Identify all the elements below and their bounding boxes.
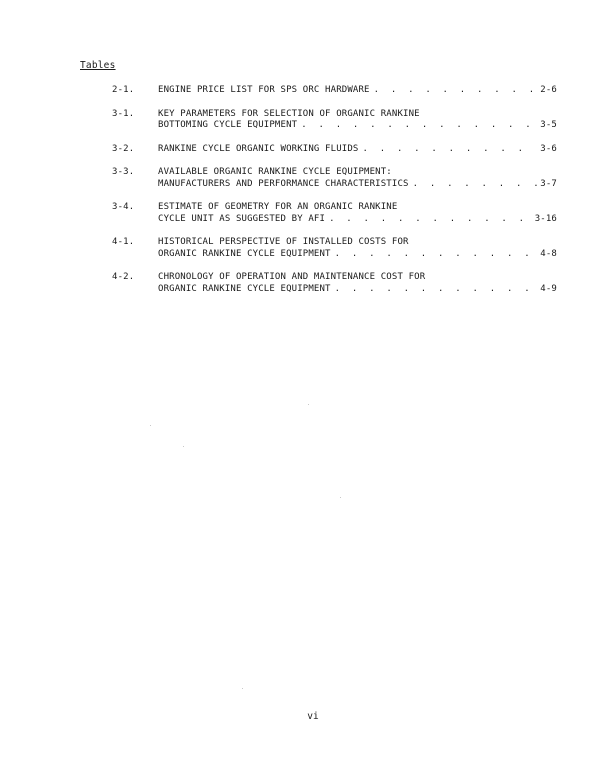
- dot-leader: [413, 179, 538, 191]
- table-title-last-line: [158, 120, 557, 132]
- table-title-line: ORGANIC RANKINE CYCLE EQUIPMENT: [158, 248, 331, 259]
- scan-speck: [308, 404, 309, 405]
- page-reference: 3-7: [540, 178, 557, 189]
- table-title-last-line: [158, 144, 557, 156]
- dot-leader: [362, 144, 537, 156]
- table-title-line: CYCLE UNIT AS SUGGESTED BY AFI: [158, 213, 326, 224]
- table-title-line: HISTORICAL PERSPECTIVE OF INSTALLED COSTS FOR: [158, 237, 409, 247]
- toc-entry: [112, 85, 557, 97]
- toc-entry: [112, 109, 557, 132]
- table-title-line: RANKINE CYCLE ORGANIC WORKING FLUIDS: [158, 143, 359, 154]
- dot-leader: [329, 214, 532, 226]
- dot-leader: [335, 249, 538, 261]
- table-number: 2-1.: [112, 85, 135, 95]
- table-title-last-line: [158, 85, 557, 97]
- table-title: [158, 167, 557, 190]
- toc-entry: [112, 144, 557, 156]
- table-title-line: ESTIMATE OF GEOMETRY FOR AN ORGANIC RANKINE: [158, 202, 398, 212]
- table-number: 3-2.: [112, 143, 135, 154]
- table-title-line: ENGINE PRICE LIST FOR SPS ORC HARDWARE: [158, 85, 370, 95]
- dot-leader: [335, 284, 538, 296]
- scan-speck: [183, 446, 184, 447]
- toc-entry: [112, 202, 557, 225]
- scan-speck: [242, 688, 243, 689]
- scan-speck: [340, 497, 341, 498]
- table-title: [158, 144, 557, 156]
- toc-entry: [112, 167, 557, 190]
- table-title-line: ORGANIC RANKINE CYCLE EQUIPMENT: [158, 283, 331, 294]
- table-title-line: MANUFACTURERS AND PERFORMANCE CHARACTERISTICS: [158, 178, 409, 189]
- page-reference: 4-8: [540, 248, 557, 259]
- table-title: [158, 85, 557, 97]
- table-title-last-line: [158, 249, 557, 261]
- table-title: [158, 237, 557, 260]
- table-title: [158, 272, 557, 295]
- table-title-line: AVAILABLE ORGANIC RANKINE CYCLE EQUIPMENT:: [158, 167, 392, 177]
- page-reference: 3-16: [534, 213, 557, 224]
- dot-leader: [374, 85, 538, 97]
- page-reference: 2-6: [540, 85, 557, 95]
- page-reference: 4-9: [540, 283, 557, 294]
- table-number: 3-1.: [112, 108, 135, 119]
- table-title: [158, 109, 557, 132]
- table-number: 3-3.: [112, 167, 135, 177]
- page-number: vi: [307, 711, 319, 722]
- table-number: 4-1.: [112, 237, 135, 247]
- page-reference: 3-5: [540, 120, 557, 130]
- section-heading: Tables: [80, 60, 116, 71]
- scan-speck: [150, 425, 151, 426]
- table-number: 4-2.: [112, 272, 135, 282]
- table-number: 3-4.: [112, 202, 135, 212]
- toc-entry: [112, 272, 557, 295]
- table-title-line: CHRONOLOGY OF OPERATION AND MAINTENANCE COST FOR: [158, 272, 426, 282]
- dot-leader: [301, 120, 537, 132]
- table-title-line: KEY PARAMETERS FOR SELECTION OF ORGANIC RANKINE: [158, 108, 420, 119]
- toc-entry: [112, 237, 557, 260]
- table-title-last-line: [158, 179, 557, 191]
- table-title-last-line: [158, 284, 557, 296]
- page-reference: 3-6: [540, 143, 557, 154]
- table-of-contents-list: [112, 85, 557, 307]
- table-title: [158, 202, 557, 225]
- table-title-line: BOTTOMING CYCLE EQUIPMENT: [158, 120, 298, 130]
- table-title-last-line: [158, 214, 557, 226]
